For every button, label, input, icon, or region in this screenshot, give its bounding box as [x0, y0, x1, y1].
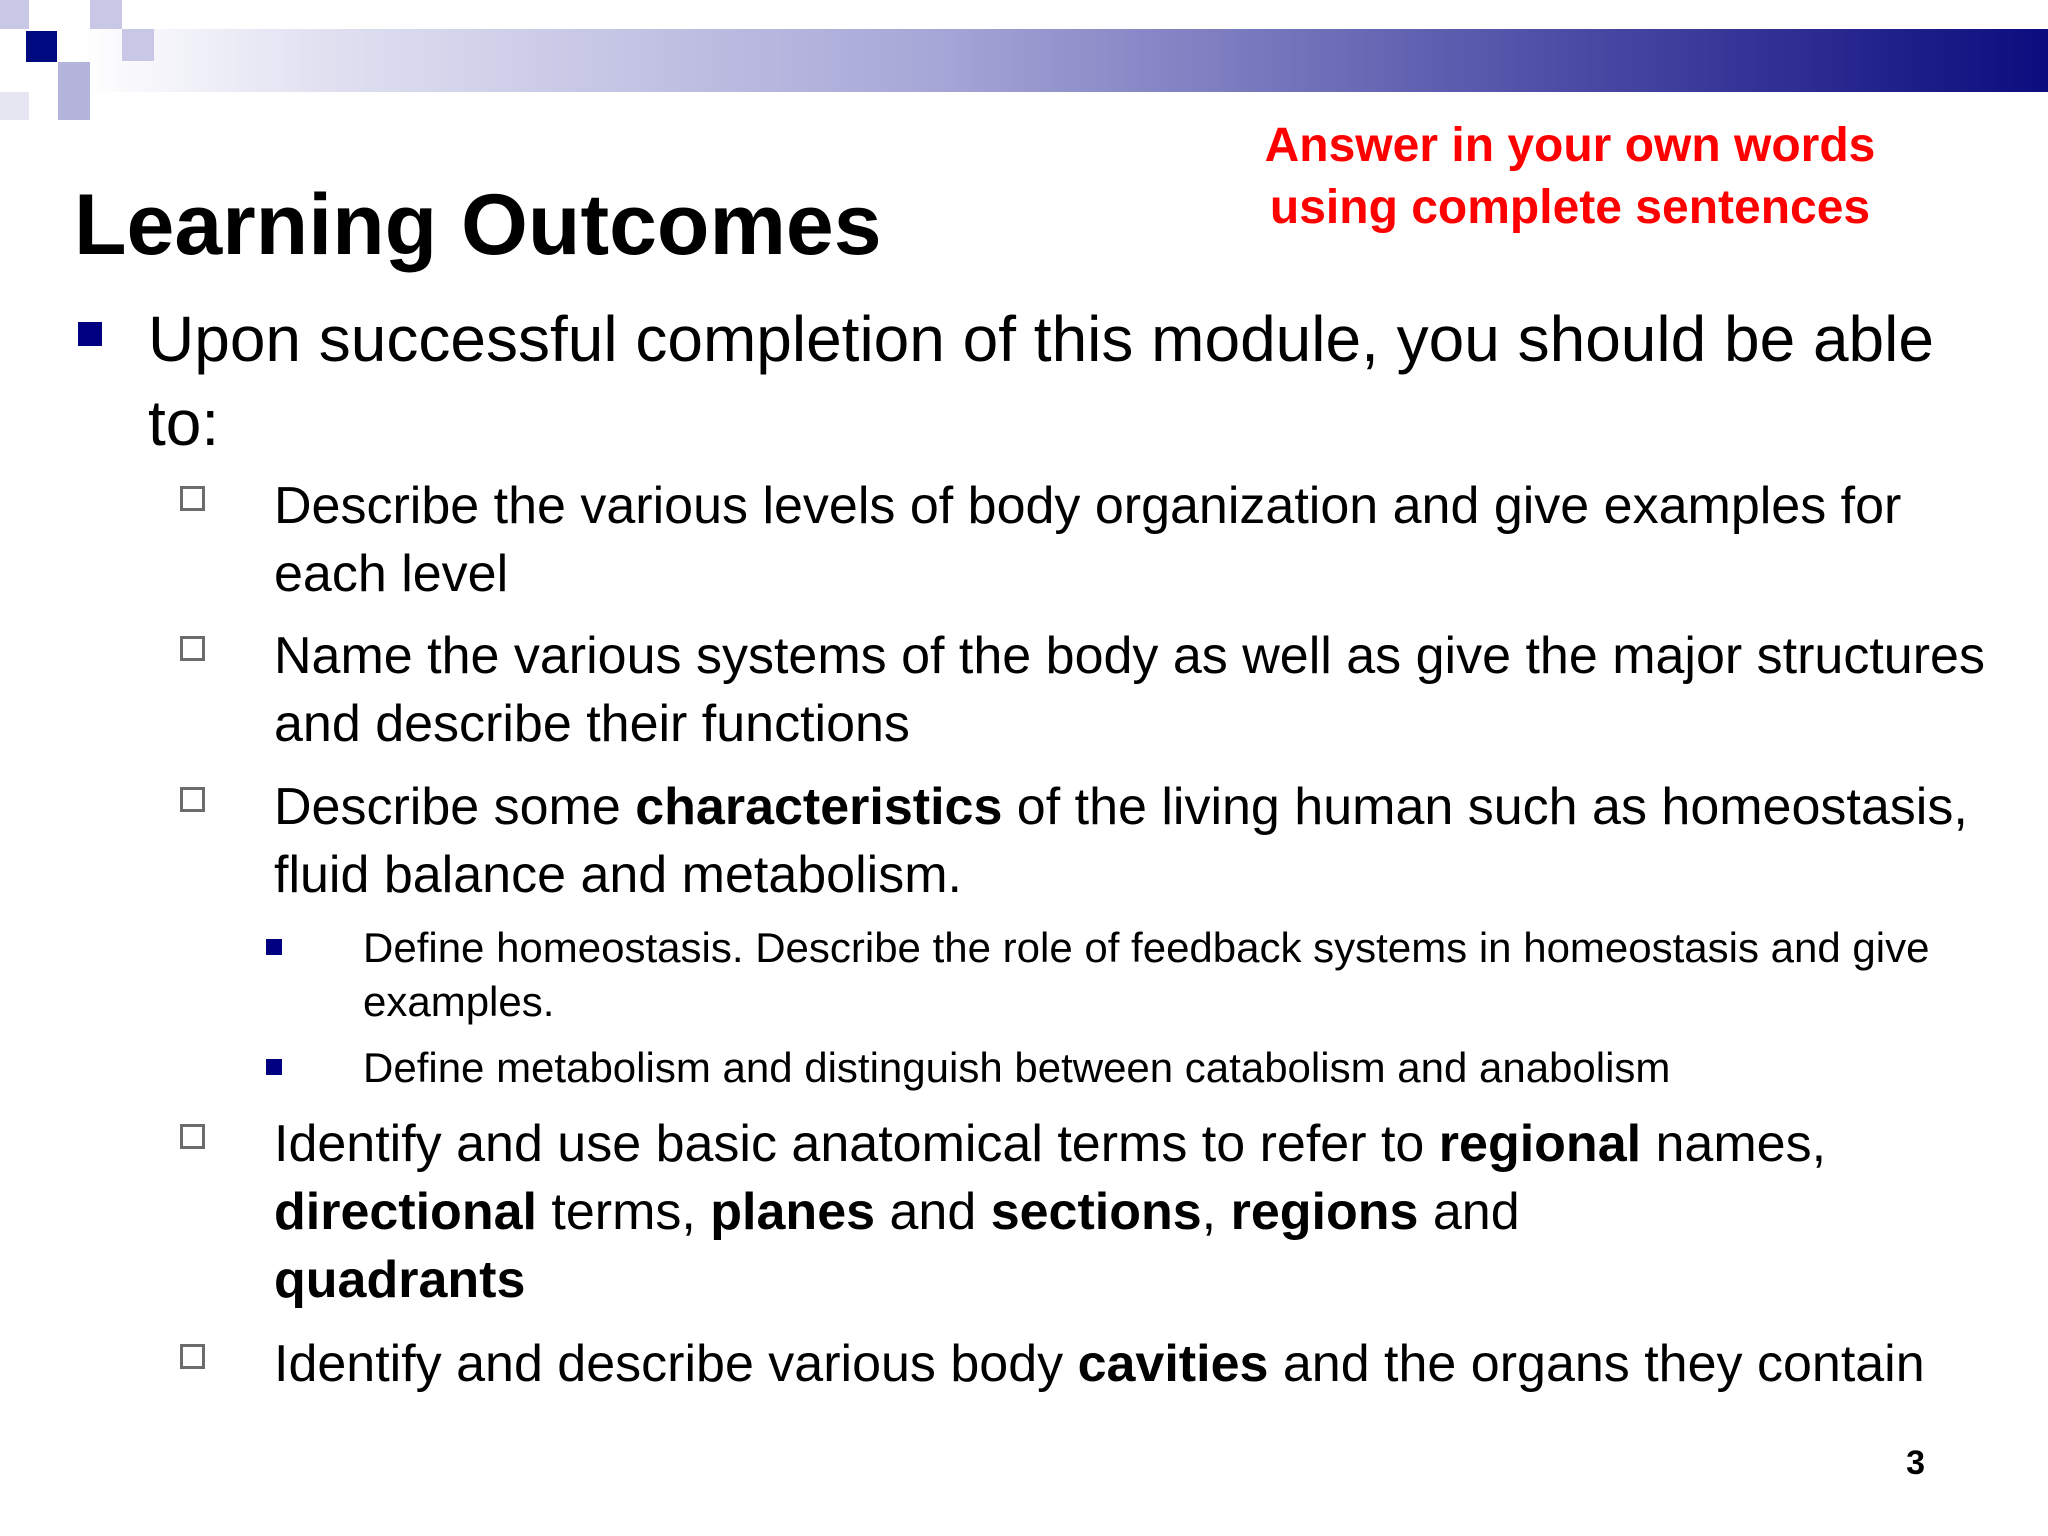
- outcome-4-bold: directional: [274, 1183, 537, 1241]
- outcome-4-text: ,: [1201, 1183, 1231, 1241]
- outcome-4: [274, 1110, 1994, 1314]
- outcome-3-bold: characteristics: [635, 778, 1003, 836]
- sub-outcome-1: Define homeostasis. Describe the role of feedback systems in homeostasis and give examples.: [363, 924, 1930, 1025]
- outcome-3: [274, 773, 1994, 909]
- checkbox-bullet-icon: [180, 787, 205, 812]
- square-bullet-icon: [78, 322, 102, 346]
- outcome-1: Describe the various levels of body organization and give examples for each level: [274, 477, 1902, 603]
- instruction-line-1: Answer in your own words: [1264, 119, 1876, 172]
- checkbox-bullet-icon: [180, 1124, 205, 1149]
- outcome-4-bold: regions: [1230, 1183, 1419, 1241]
- outcome-4-text: names,: [1641, 1115, 1827, 1173]
- outcome-3-text: Describe some: [274, 778, 636, 836]
- outcome-4-bold: quadrants: [274, 1251, 526, 1309]
- instruction-note: [1180, 115, 1960, 239]
- decorative-square: [58, 92, 90, 120]
- outcome-4-text: Identify and use basic anatomical terms to refer to: [274, 1115, 1439, 1173]
- checkbox-bullet-icon: [180, 1344, 205, 1369]
- outcome-2: Name the various systems of the body as well as give the major structures and describe their functions: [274, 627, 1985, 753]
- outcome-5-text-end: and the organs they contain: [1268, 1335, 1925, 1393]
- header-gradient-band: [0, 29, 2048, 92]
- checkbox-bullet-icon: [180, 636, 205, 661]
- decorative-square: [0, 0, 29, 29]
- outcome-4-bold: regional: [1438, 1115, 1642, 1173]
- intro-text: Upon successful completion of this module, you should be able to:: [148, 303, 1934, 459]
- outcome-5-text: Identify and describe various body: [274, 1335, 1078, 1393]
- page-number: 3: [1906, 1444, 1925, 1482]
- sub-bullet-icon: [266, 1059, 282, 1075]
- decorative-square: [0, 92, 29, 120]
- instruction-line-2: using complete sentences: [1269, 181, 1871, 234]
- decorative-square-dark: [26, 31, 57, 62]
- outcome-4-text: and: [1418, 1183, 1520, 1241]
- decorative-square: [122, 29, 154, 61]
- decorative-square: [90, 0, 122, 29]
- outcome-3-text-end: of the living human such as homeostasis, fluid balance and metabolism.: [274, 778, 1968, 904]
- outcome-4-text: terms,: [536, 1183, 711, 1241]
- outcome-4-bold: sections: [990, 1183, 1202, 1241]
- checkbox-bullet-icon: [180, 486, 205, 511]
- outcome-5-bold: cavities: [1077, 1335, 1269, 1393]
- outcome-4-bold: planes: [710, 1183, 876, 1241]
- slide-title: Learning Outcomes: [74, 177, 882, 273]
- outcome-5: [274, 1330, 1994, 1398]
- outcome-4-text: and: [875, 1183, 991, 1241]
- decorative-square: [58, 62, 90, 92]
- sub-bullet-icon: [266, 939, 282, 955]
- sub-outcome-2: Define metabolism and distinguish between catabolism and anabolism: [363, 1044, 1671, 1091]
